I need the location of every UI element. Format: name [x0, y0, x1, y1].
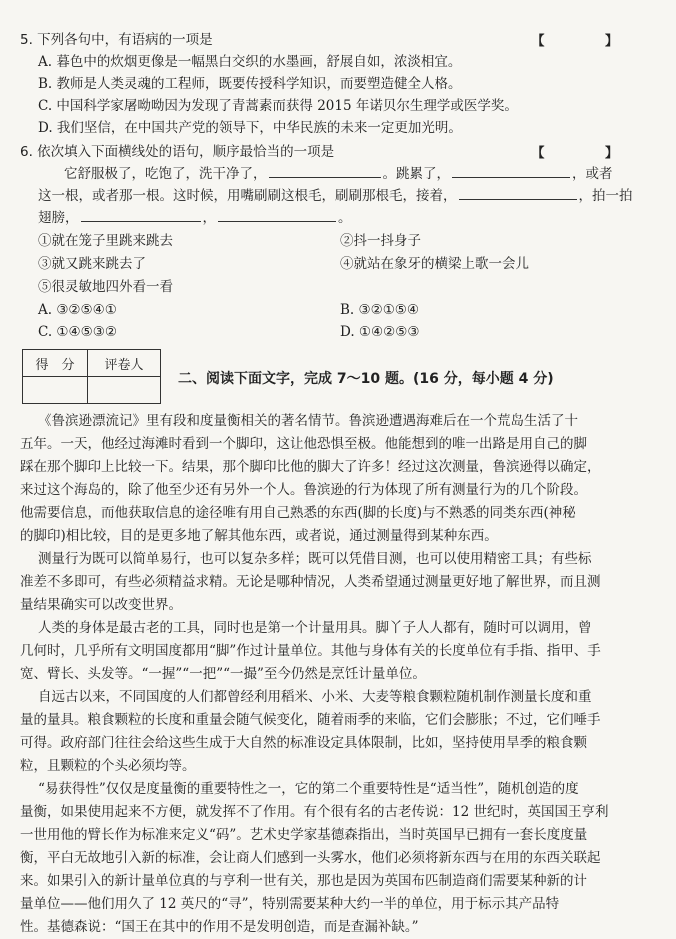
passage-text: 它舒服极了，吃饱了，洗干净了，	[64, 166, 267, 182]
answer-blank	[81, 207, 201, 222]
article-line: 的脚印)相比较，目的是更多地了解其他东西，或者说，通过测量得到某种东西。	[20, 528, 498, 544]
article-line: 自远古以来，不同国度的人们都曾经利用稻米、小米、大麦等粮食颗粒随机制作测量长度和重	[38, 689, 592, 705]
q6-item-5: ⑤很灵敏地四外看一看	[38, 279, 173, 295]
article-line: 量的量具。粮食颗粒的长度和重量会随气候变化，随着雨季的来临，它们会膨胀；不过，它们唾手	[20, 712, 601, 728]
answer-blank	[269, 163, 381, 178]
article-line: 他需要信息，而他获取信息的途径唯有用自己熟悉的东西(脚的长度)与不熟悉的同类东西(神秘	[20, 505, 576, 521]
article-line: 来。如果引入的新计量单位真的与亨利一世有关，那也是因为英国布匹制造商们需要某种新的计	[20, 873, 587, 889]
q5-option-b: B. 教师是人类灵魂的工程师，既要传授科学知识，而要塑造健全人格。	[38, 76, 462, 92]
passage-text: 这一根，或者那一根。这时候，用嘴刷刷这根毛，刷刷那根毛，接着，	[38, 188, 457, 204]
article-paragraph-3	[20, 617, 660, 686]
q6-passage-line-1	[64, 163, 676, 184]
passage-text: ，拍一拍	[578, 188, 633, 204]
article-paragraph-4	[20, 686, 660, 778]
article-line: 几何时，几乎所有文明国度都用“脚”作过计量单位。其他与身体有关的长度单位有手指、指甲、手	[20, 643, 601, 659]
q6-option-d: D. ①④②⑤③	[340, 324, 420, 340]
article-paragraph-5	[20, 778, 660, 916]
score-header: 得 分	[23, 350, 88, 377]
q6-item-4: ④就站在象牙的横梁上歌一会儿	[340, 256, 529, 272]
article-line: 五年。一天，他经过海滩时看到一个脚印，这让他恐惧至极。他能想到的唯一出路是用自己的脚	[20, 436, 587, 452]
q5-stem: 5. 下列各句中，有语病的一项是	[20, 32, 213, 48]
article-line: 来过这个海岛的，除了他至少还有另外一个人。鲁滨逊的行为体现了所有测量行为的几个阶段。	[20, 482, 587, 498]
grader-header: 评卷人	[88, 350, 161, 377]
passage-text: 。	[338, 210, 352, 226]
passage-text: 翅膀，	[38, 210, 79, 226]
passage-text: ，或者	[572, 166, 613, 182]
score-table	[22, 349, 161, 404]
q6-passage-line-2	[38, 185, 676, 206]
answer-blank	[459, 185, 577, 200]
passage-text: 。跳累了，	[382, 166, 450, 182]
article-line: 量结果确实可以改变世界。	[20, 597, 182, 613]
article-line: 量衡，如果使用起来不方便，就发挥不了作用。有个很有名的古老传说：12 世纪时，英国国王亨利	[20, 804, 609, 820]
q6-option-c: C. ①④⑤③②	[38, 324, 117, 340]
article-line: 衡，平白无故地引入新的标准，会让商人们感到一头雾水，他们必须将新东西与在用的东西关联起	[20, 850, 601, 866]
article-line: 一世用他的臂长作为标准来定义“码”。艺术史学家基德森指出，当时英国早已拥有一套长度度量	[20, 827, 588, 843]
passage-text: ，	[202, 210, 216, 226]
article-paragraph-2	[20, 548, 660, 617]
article-paragraph-1	[20, 410, 660, 548]
q6-item-2: ②抖一抖身子	[340, 233, 421, 249]
article-paragraph-5-end	[20, 916, 660, 939]
article-line: 测量行为既可以简单易行，也可以复杂多样；既可以凭借目测，也可以使用精密工具；有些标	[38, 551, 592, 567]
article-line: 可得。政府部门往往会给这些生成于大自然的标准设定具体限制，比如，坚持使用旱季的粮食颗	[20, 735, 587, 751]
answer-blank	[452, 163, 570, 178]
article-line: 准差不多即可，有些必须精益求精。无论是哪种情况，人类希望通过测量更好地了解世界，而且测	[20, 574, 601, 590]
q5-answer-bracket: 【 】	[531, 34, 646, 49]
article-line: 宽、臂长、头发等。“一握”“一把”“一撮”至今仍然是烹饪计量单位。	[20, 666, 426, 682]
q6-passage-line-3	[38, 207, 676, 228]
grader-cell	[88, 377, 161, 404]
article-line: 量单位——他们用久了 12 英尺的“寻”，特别需要某种大约一半的单位，用于标示其产品特	[20, 896, 560, 912]
article-line: “易获得性”仅仅是度量衡的重要特性之一，它的第二个重要特性是“适当性”，随机创造的度	[38, 781, 579, 797]
article-line: 性。基德森说：“国王在其中的作用不是发明创造，而是查漏补缺。”	[20, 919, 419, 935]
q6-option-a: A. ③②⑤④①	[38, 302, 117, 318]
q6-answer-bracket: 【 】	[531, 146, 646, 161]
section-2-title: 二、阅读下面文字，完成 7～10 题。(16 分，每小题 4 分)	[178, 371, 554, 387]
q6-option-b: B. ③②①⑤④	[340, 302, 420, 318]
answer-blank	[218, 207, 336, 222]
q6-item-3: ③就又跳来跳去了	[38, 256, 146, 272]
article-line: 粒，且颗粒的个头必须均等。	[20, 758, 196, 774]
article-line: 《鲁滨逊漂流记》里有段和度量衡相关的著名情节。鲁滨逊遭遇海难后在一个荒岛生活了十	[38, 413, 578, 429]
article-line: 踩在那个脚印上比较一下。结果，那个脚印比他的脚大了许多！经过这次测量，鲁滨逊得以确定，	[20, 459, 601, 475]
q6-item-1: ①就在笼子里跳来跳去	[38, 233, 173, 249]
article-line: 人类的身体是最古老的工具，同时也是第一个计量用具。脚丫子人人都有，随时可以调用，曾	[38, 620, 592, 636]
q5-option-d: D. 我们坚信，在中国共产党的领导下，中华民族的未来一定更加光明。	[38, 120, 462, 136]
score-cell	[23, 377, 88, 404]
q6-stem: 6. 依次填入下面横线处的语句，顺序最恰当的一项是	[20, 144, 335, 160]
q5-option-a: A. 暮色中的炊烟更像是一幅黑白交织的水墨画，舒展自如，浓淡相宜。	[38, 54, 462, 70]
q5-option-c: C. 中国科学家屠呦呦因为发现了青蒿素而获得 2015 年诺贝尔生理学或医学奖。	[38, 98, 518, 114]
